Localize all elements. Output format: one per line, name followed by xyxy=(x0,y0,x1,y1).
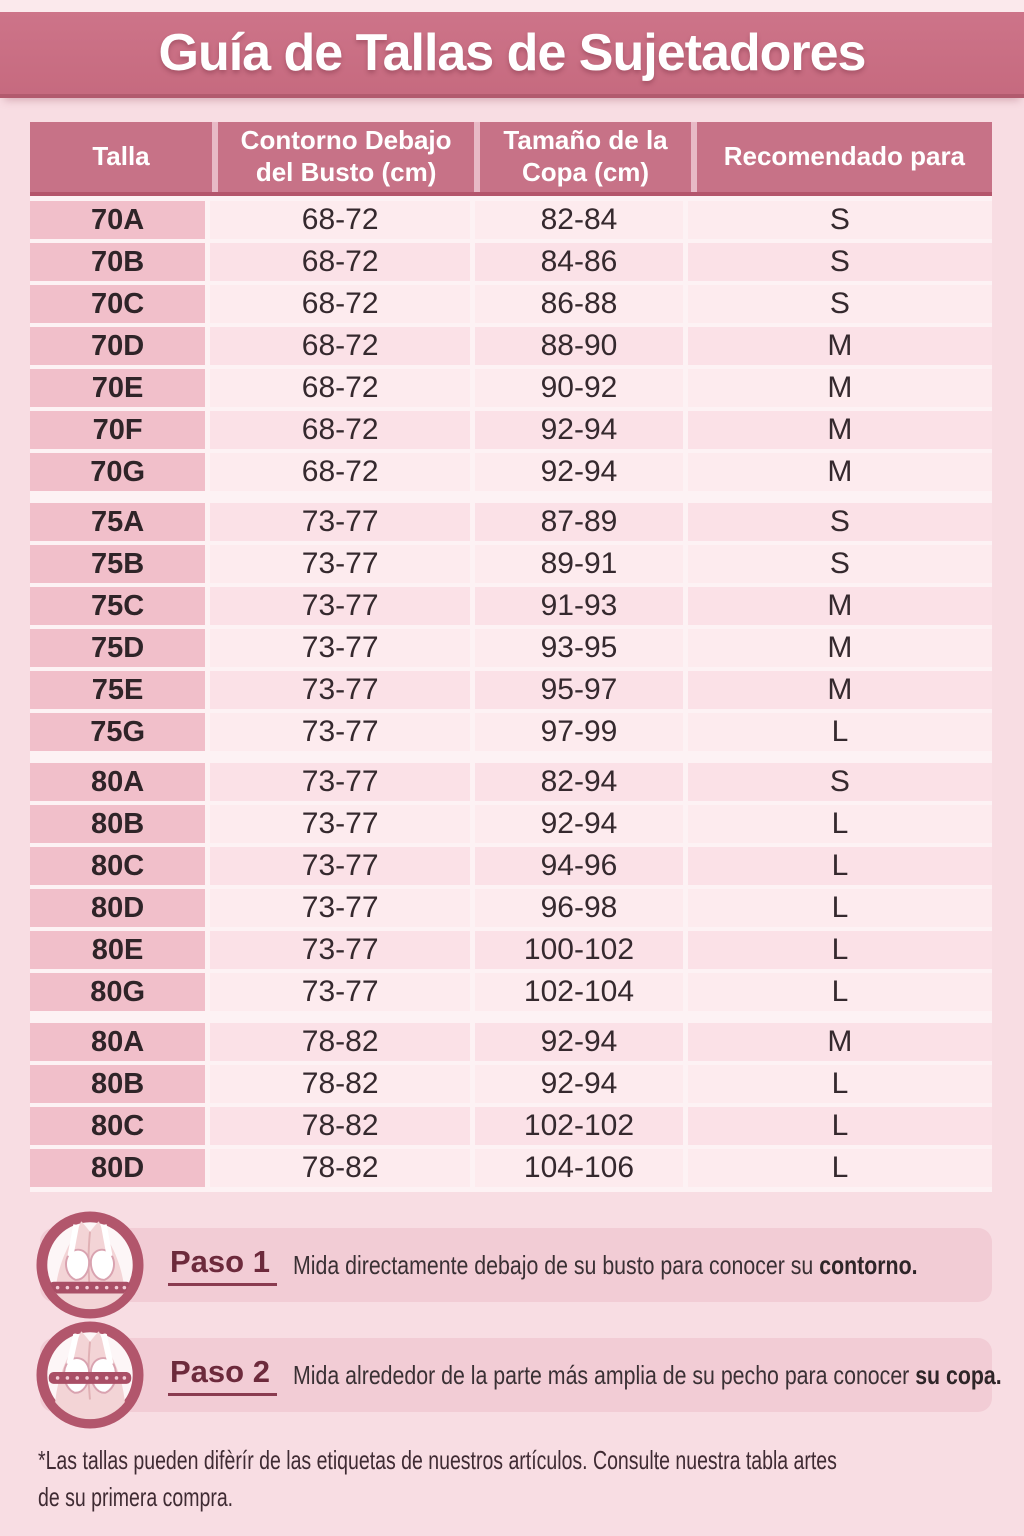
bra-overbust-measure-icon xyxy=(36,1321,144,1429)
cell-talla: 70B xyxy=(30,243,205,281)
cell-talla: 80C xyxy=(30,847,205,885)
column-header-copa: Tamaño de la Copa (cm) xyxy=(480,122,690,192)
step-2-label: Paso 2 xyxy=(168,1354,277,1396)
cell-copa: 87-89 xyxy=(475,503,683,541)
cell-talla: 75G xyxy=(30,713,205,751)
cell-talla: 75D xyxy=(30,629,205,667)
cell-talla: 80B xyxy=(30,805,205,843)
cell-recomendado: S xyxy=(688,201,992,239)
cell-copa: 89-91 xyxy=(475,545,683,583)
cell-recomendado: L xyxy=(688,931,992,969)
cell-contorno: 68-72 xyxy=(210,285,470,323)
column-header-talla: Talla xyxy=(30,122,212,192)
step-1-label: Paso 1 xyxy=(168,1244,277,1286)
table-row xyxy=(30,763,992,801)
cell-talla: 80C xyxy=(30,1107,205,1145)
cell-recomendado: S xyxy=(688,243,992,281)
step-1-text-bold: contorno. xyxy=(819,1249,918,1280)
cell-talla: 75B xyxy=(30,545,205,583)
cell-recomendado: S xyxy=(688,503,992,541)
cell-talla: 75A xyxy=(30,503,205,541)
size-table xyxy=(30,122,992,1192)
table-row xyxy=(30,369,992,407)
cell-copa: 92-94 xyxy=(475,805,683,843)
table-row xyxy=(30,327,992,365)
cell-recomendado: M xyxy=(688,629,992,667)
cell-contorno: 78-82 xyxy=(210,1023,470,1061)
cell-talla: 75C xyxy=(30,587,205,625)
cell-talla: 70C xyxy=(30,285,205,323)
cell-recomendado: L xyxy=(688,889,992,927)
cell-copa: 92-94 xyxy=(475,1023,683,1061)
cell-copa: 102-102 xyxy=(475,1107,683,1145)
cell-recomendado: M xyxy=(688,1023,992,1061)
cell-talla: 80E xyxy=(30,931,205,969)
cell-contorno: 73-77 xyxy=(210,973,470,1011)
cell-copa: 88-90 xyxy=(475,327,683,365)
cell-recomendado: L xyxy=(688,805,992,843)
cell-talla: 80B xyxy=(30,1065,205,1103)
cell-contorno: 78-82 xyxy=(210,1149,470,1187)
cell-contorno: 73-77 xyxy=(210,629,470,667)
cell-recomendado: M xyxy=(688,327,992,365)
cell-talla: 80D xyxy=(30,889,205,927)
cell-contorno: 68-72 xyxy=(210,453,470,491)
cell-contorno: 73-77 xyxy=(210,671,470,709)
column-header-recomendado: Recomendado para xyxy=(697,122,992,192)
cell-copa: 90-92 xyxy=(475,369,683,407)
table-row xyxy=(30,411,992,449)
table-row xyxy=(30,285,992,323)
cell-copa: 102-104 xyxy=(475,973,683,1011)
cell-recomendado: M xyxy=(688,453,992,491)
cell-contorno: 73-77 xyxy=(210,763,470,801)
footnote xyxy=(38,1442,1013,1516)
table-row xyxy=(30,201,992,239)
table-row xyxy=(30,503,992,541)
table-row xyxy=(30,1023,992,1061)
cell-contorno: 73-77 xyxy=(210,503,470,541)
table-row xyxy=(30,545,992,583)
table-body xyxy=(30,196,992,1192)
cell-recomendado: L xyxy=(688,1065,992,1103)
table-row xyxy=(30,671,992,709)
table-row xyxy=(30,1149,992,1187)
cell-talla: 70D xyxy=(30,327,205,365)
cell-recomendado: L xyxy=(688,847,992,885)
table-row xyxy=(30,453,992,491)
cell-copa: 82-94 xyxy=(475,763,683,801)
cell-copa: 94-96 xyxy=(475,847,683,885)
table-row xyxy=(30,931,992,969)
step-1 xyxy=(40,1228,992,1302)
cell-copa: 95-97 xyxy=(475,671,683,709)
top-margin-strip xyxy=(0,0,1024,12)
cell-copa: 104-106 xyxy=(475,1149,683,1187)
table-header-row xyxy=(30,122,992,196)
step-2-text-body: Mida alrededor de la parte más amplia de su pecho para conocer xyxy=(292,1359,916,1390)
cell-contorno: 68-72 xyxy=(210,369,470,407)
bra-underbust-measure-icon xyxy=(36,1211,144,1319)
cell-recomendado: L xyxy=(688,973,992,1011)
column-header-contorno: Contorno Debajo del Busto (cm) xyxy=(218,122,474,192)
cell-contorno: 73-77 xyxy=(210,545,470,583)
cell-recomendado: M xyxy=(688,411,992,449)
cell-contorno: 68-72 xyxy=(210,327,470,365)
table-row xyxy=(30,847,992,885)
table-row xyxy=(30,243,992,281)
cell-talla: 80A xyxy=(30,1023,205,1061)
step-1-text-body: Mida directamente debajo de su busto para conocer su xyxy=(292,1249,820,1280)
title-banner xyxy=(0,12,1024,98)
cell-copa: 93-95 xyxy=(475,629,683,667)
cell-copa: 92-94 xyxy=(475,1065,683,1103)
cell-recomendado: L xyxy=(688,1149,992,1187)
step-1-text xyxy=(293,1250,918,1281)
cell-talla: 80A xyxy=(30,763,205,801)
cell-contorno: 68-72 xyxy=(210,411,470,449)
step-2 xyxy=(40,1338,1002,1412)
cell-contorno: 73-77 xyxy=(210,805,470,843)
table-row xyxy=(30,587,992,625)
table-row xyxy=(30,1107,992,1145)
cell-talla: 80D xyxy=(30,1149,205,1187)
cell-talla: 70G xyxy=(30,453,205,491)
cell-contorno: 68-72 xyxy=(210,243,470,281)
cell-talla: 70F xyxy=(30,411,205,449)
table-row xyxy=(30,973,992,1011)
cell-recomendado: S xyxy=(688,763,992,801)
cell-talla: 70A xyxy=(30,201,205,239)
cell-contorno: 68-72 xyxy=(210,201,470,239)
cell-copa: 91-93 xyxy=(475,587,683,625)
cell-talla: 75E xyxy=(30,671,205,709)
cell-contorno: 73-77 xyxy=(210,847,470,885)
step-2-text-bold: su copa. xyxy=(915,1359,1002,1390)
cell-copa: 92-94 xyxy=(475,411,683,449)
cell-recomendado: L xyxy=(688,713,992,751)
table-row xyxy=(30,1065,992,1103)
cell-recomendado: S xyxy=(688,285,992,323)
cell-recomendado: M xyxy=(688,587,992,625)
cell-copa: 84-86 xyxy=(475,243,683,281)
cell-talla: 80G xyxy=(30,973,205,1011)
table-row xyxy=(30,889,992,927)
cell-copa: 96-98 xyxy=(475,889,683,927)
step-2-bar xyxy=(40,1338,1002,1412)
cell-recomendado: M xyxy=(688,369,992,407)
page-title: Guía de Tallas de Sujetadores xyxy=(158,24,866,82)
cell-copa: 86-88 xyxy=(475,285,683,323)
cell-copa: 92-94 xyxy=(475,453,683,491)
table-row xyxy=(30,629,992,667)
cell-contorno: 78-82 xyxy=(210,1065,470,1103)
cell-contorno: 73-77 xyxy=(210,713,470,751)
table-row xyxy=(30,805,992,843)
cell-recomendado: L xyxy=(688,1107,992,1145)
cell-talla: 70E xyxy=(30,369,205,407)
cell-contorno: 78-82 xyxy=(210,1107,470,1145)
cell-copa: 97-99 xyxy=(475,713,683,751)
table-row xyxy=(30,713,992,751)
footnote-line-2: de su primera compra. xyxy=(38,1481,234,1512)
cell-copa: 82-84 xyxy=(475,201,683,239)
cell-recomendado: S xyxy=(688,545,992,583)
cell-contorno: 73-77 xyxy=(210,587,470,625)
cell-contorno: 73-77 xyxy=(210,889,470,927)
cell-recomendado: M xyxy=(688,671,992,709)
footnote-line-1: *Las tallas pueden difèrír de las etiquetas de nuestros artículos. Consulte nuestra tabla artes xyxy=(38,1445,837,1475)
cell-copa: 100-102 xyxy=(475,931,683,969)
step-1-bar xyxy=(40,1228,992,1302)
step-2-text xyxy=(293,1360,1002,1391)
cell-contorno: 73-77 xyxy=(210,931,470,969)
